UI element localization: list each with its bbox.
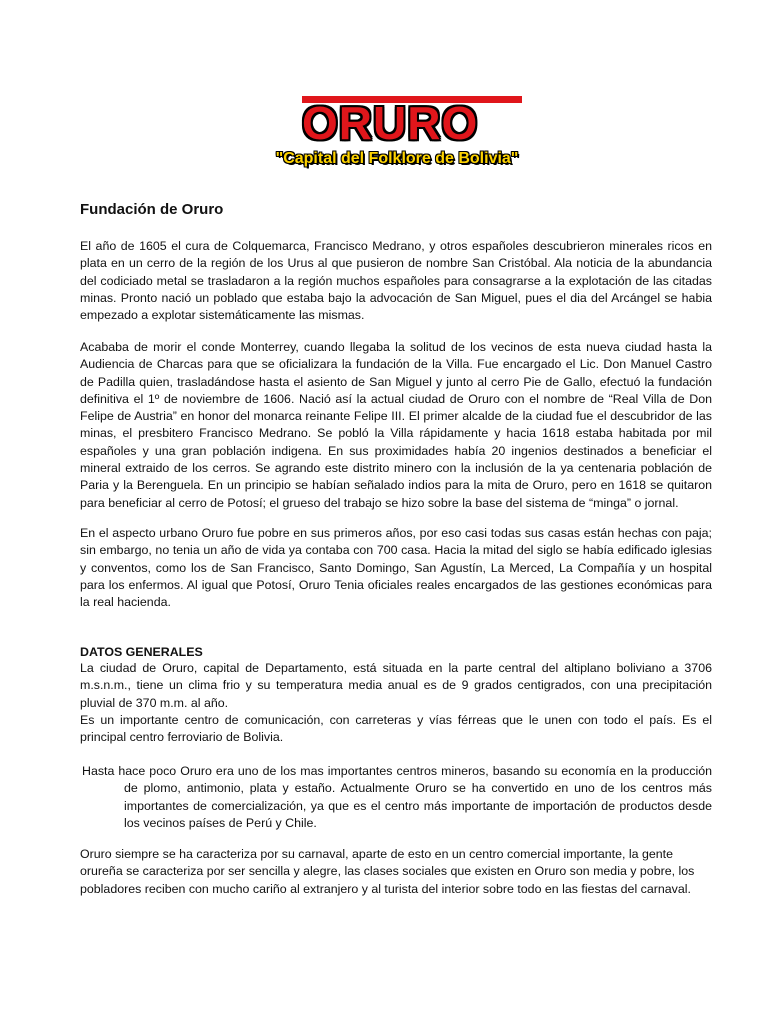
section-heading-general-data: DATOS GENERALES xyxy=(80,645,203,659)
paragraph-location-climate: La ciudad de Oruro, capital de Departamento, está situada en la parte central del altiplano boliviano a 3706 m.s.n.m., tiene un clima frio y su temperatura media anual es de 9 grados centigrados, con una precipitación pluvial de 370 m.m. al año. xyxy=(80,661,712,710)
oruro-logo xyxy=(262,94,532,174)
paragraph-official-founding: Acababa de morir el conde Monterrey, cuando llegaba la solitud de los vecinos de esta nueva ciudad hasta la Audiencia de Charcas para que se oficializara la fundación de la Villa. Fue encargado el Lic. Don Manuel Castro de Padilla quien, trasladándose hasta el asiento de San Miguel y junto al cerro Pie de Gallo, efectuó la fundación definitiva el 1º de noviembre de 1606. Nació así la actual ciudad de Oruro con el nombre de “Real Villa de Don Felipe de Austria” en honor del monarca reinante Felipe III. El primer alcalde de la ciudad fue el descubridor de las minas, el presbitero Francisco Medrano. Se pobló la Villa rápidamente y hacia 1618 estaba habitada por mil españoles y una gran población indigena. En sus proximidades había 20 ingenios destinados a beneficiar el mineral extraido de los cerros. Se agrando este distrito minero con la inclusión de la ya centenaria población de Paria y la Berenguela. En un principio se habían señalado indios para la mita de Oruro, pero en 1618 se quitaron para beneficiar al cerro de Potosí; el grueso del trabajo se hizo sobre la base del sistema de “minga” o jornal. xyxy=(80,340,712,510)
logo-subtitle: "Capital del Folklore de Bolivia" xyxy=(275,150,519,167)
logo-wordmark: ORURO xyxy=(302,97,479,149)
paragraph-economy: Hasta hace poco Oruro era uno de los mas importantes centros mineros, basando su economía en la producción de plomo, antimonio, plata y estaño. Actualmente Oruro se ha convertido en uno de los centros más importantes de comercialización, ya que es el centro más importante de importación de productos desde los vecinos países de Perú y Chile. xyxy=(82,764,712,830)
paragraph-carnival: Oruro siempre se ha caracteriza por su carnaval, aparte de esto en un centro comercial importante, la gente orureña se caracteriza por ser sencilla y alegre, las clases sociales que existen en Oruro son media y pobre, los pobladores reciben con mucho cariño al extranjero y al turista del interior sobre todo en las fiestas del carnaval. xyxy=(80,847,695,896)
paragraph-founding: El año de 1605 el cura de Colquemarca, Francisco Medrano, y otros españoles descubrieron minerales ricos en plata en un cerro de la región de los Urus al que pusieron de nombre San Cristóbal. Ala noticia de la abundancia del codiciado metal se trasladaron a la región muchos españoles para consagrarse a la explotación de las citadas minas. Pronto nació un poblado que estaba bajo la advocación de San Miguel, pues el dia del Arcángel se habia empezado a explotar sistemáticamente las mismas. xyxy=(80,239,712,323)
paragraph-urban-aspect: En el aspecto urbano Oruro fue pobre en sus primeros años, por eso casi todas sus casas están hechas con paja; sin embargo, no tenia un año de vida ya contaba con 700 casa. Hacia la mitad del siglo se había edificado iglesias y conventos, como los de San Francisco, Santo Domingo, San Agustín, La Merced, La Compañía y un hospital para los enfermos. Al igual que Potosí, Oruro Tenia oficiales reales encargados de las gestiones económicas para la real hacienda. xyxy=(80,526,712,610)
document-title: Fundación de Oruro xyxy=(80,201,224,218)
paragraph-communications: Es un importante centro de comunicación, con carreteras y vías férreas que le unen con todo el país. Es el principal centro ferroviario de Bolivia. xyxy=(80,713,712,745)
